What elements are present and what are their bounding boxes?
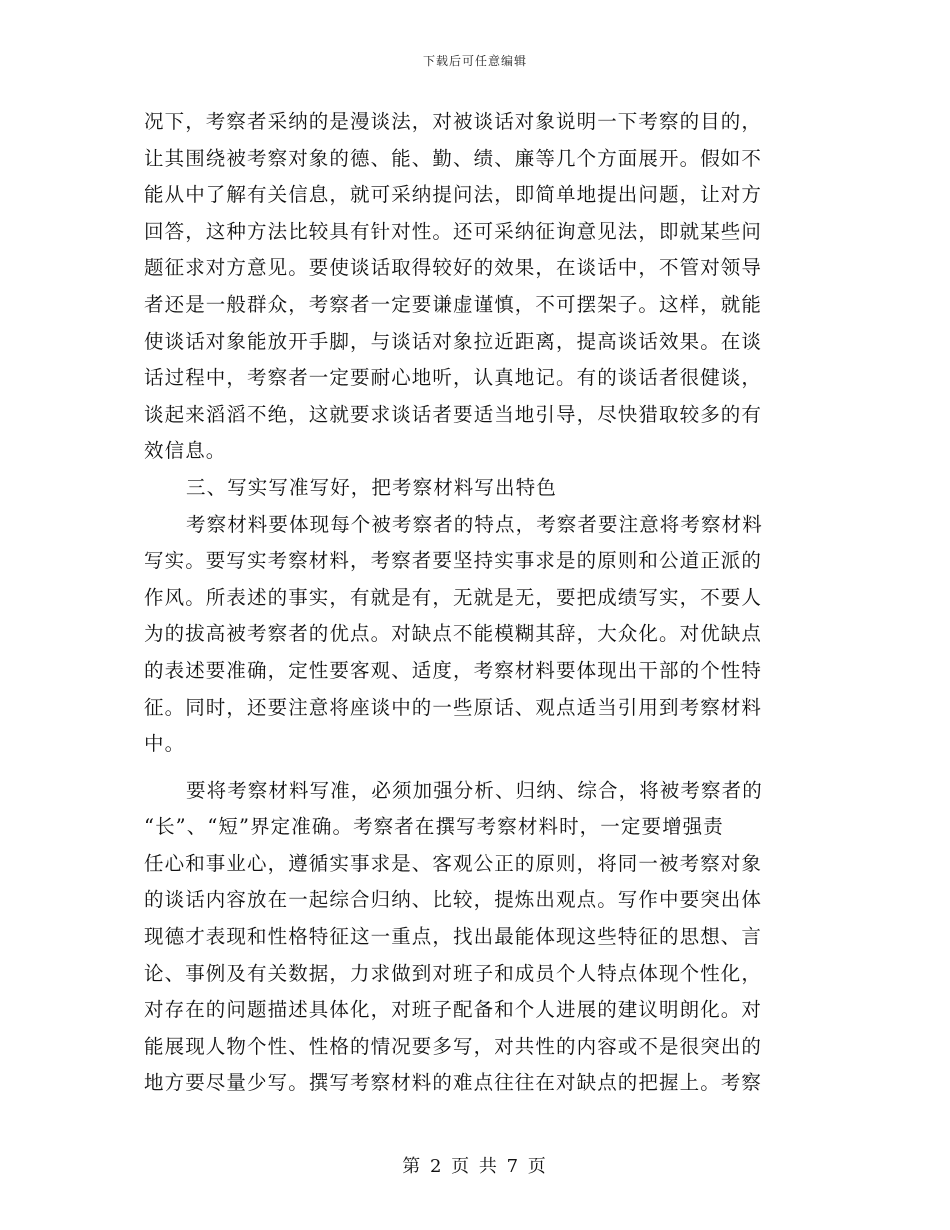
- text-line: 对存在的问题描述具体化，对班子配备和个人进展的建议明朗化。对: [144, 998, 763, 1022]
- text-line: 能展现人物个性、性格的情况要多写，对共性的内容或不是很突出的: [144, 1034, 763, 1058]
- text-line: 任心和事业心，遵循实事求是、客观公正的原则，将同一被考察对象: [144, 851, 763, 875]
- text-line: 三、写实写准写好，把考察材料写出特色: [186, 475, 557, 499]
- text-line: 要将考察材料写准，必须加强分析、归纳、综合，将被考察者的: [186, 778, 763, 802]
- text-line: 使谈话对象能放开手脚，与谈话对象拉近距离，提高谈话效果。在谈: [144, 329, 763, 353]
- paragraph: [144, 773, 804, 1102]
- text-line: 写实。要写实考察材料，考察者要坚持实事求是的原则和公道正派的: [144, 549, 763, 573]
- paragraph: [144, 507, 804, 763]
- page-header: 下载后可任意编辑: [422, 54, 527, 68]
- text-line: 作风。所表述的事实，有就是有，无就是无，要把成绩写实，不要人: [144, 585, 763, 609]
- text-line: 为的拔高被考察者的优点。对缺点不能模糊其辞，大众化。对优缺点: [144, 622, 763, 646]
- text-line: 回答，这种方法比较具有针对性。还可采纳征询意见法，即就某些问: [144, 219, 763, 243]
- text-line: 效信息。: [144, 439, 227, 463]
- text-line: 中。: [144, 732, 186, 756]
- text-line: 让其围绕被考察对象的德、能、勤、绩、廉等几个方面展开。假如不: [144, 146, 763, 170]
- text-line: 话过程中，考察者一定要耐心地听，认真地记。有的谈话者很健谈，: [144, 366, 763, 390]
- text-line: 现德才表现和性格特征这一重点，找出最能体现这些特征的思想、言: [144, 925, 763, 949]
- text-line: 考察材料要体现每个被考察者的特点，考察者要注意将考察材料: [186, 512, 763, 536]
- text-line: “长”、“短”界定准确。考察者在撰写考察材料时，一定要增强责: [144, 815, 724, 839]
- text-line: 者还是一般群众，考察者一定要谦虚谨慎，不可摆架子。这样，就能: [144, 292, 763, 316]
- text-line: 题征求对方意见。要使谈话取得较好的效果，在谈话中，不管对领导: [144, 256, 763, 280]
- text-line: 征。同时，还要注意将座谈中的一些原话、观点适当引用到考察材料: [144, 695, 763, 719]
- text-line: 的表述要准确，定性要客观、适度，考察材料要体现出干部的个性特: [144, 658, 763, 682]
- section-heading: [144, 470, 804, 507]
- document-body: [144, 104, 804, 1102]
- paragraph: [144, 104, 804, 470]
- text-line: 谈起来滔滔不绝，这就要求谈话者要适当地引导，尽快猎取较多的有: [144, 402, 763, 426]
- paragraph-spacer: [144, 763, 804, 773]
- text-line: 况下，考察者采纳的是漫谈法，对被谈话对象说明一下考察的目的，: [144, 110, 763, 133]
- text-line: 地方要尽量少写。撰写考察材料的难点往往在对缺点的把握上。考察: [144, 1071, 763, 1095]
- text-line: 论、事例及有关数据，力求做到对班子和成员个人特点体现个性化，: [144, 961, 763, 985]
- text-line: 能从中了解有关信息，就可采纳提问法，即简单地提出问题，让对方: [144, 183, 763, 207]
- page-footer: 第 2 页 共 7 页: [402, 1156, 548, 1177]
- text-line: 的谈话内容放在一起综合归纳、比较，提炼出观点。写作中要突出体: [144, 888, 763, 912]
